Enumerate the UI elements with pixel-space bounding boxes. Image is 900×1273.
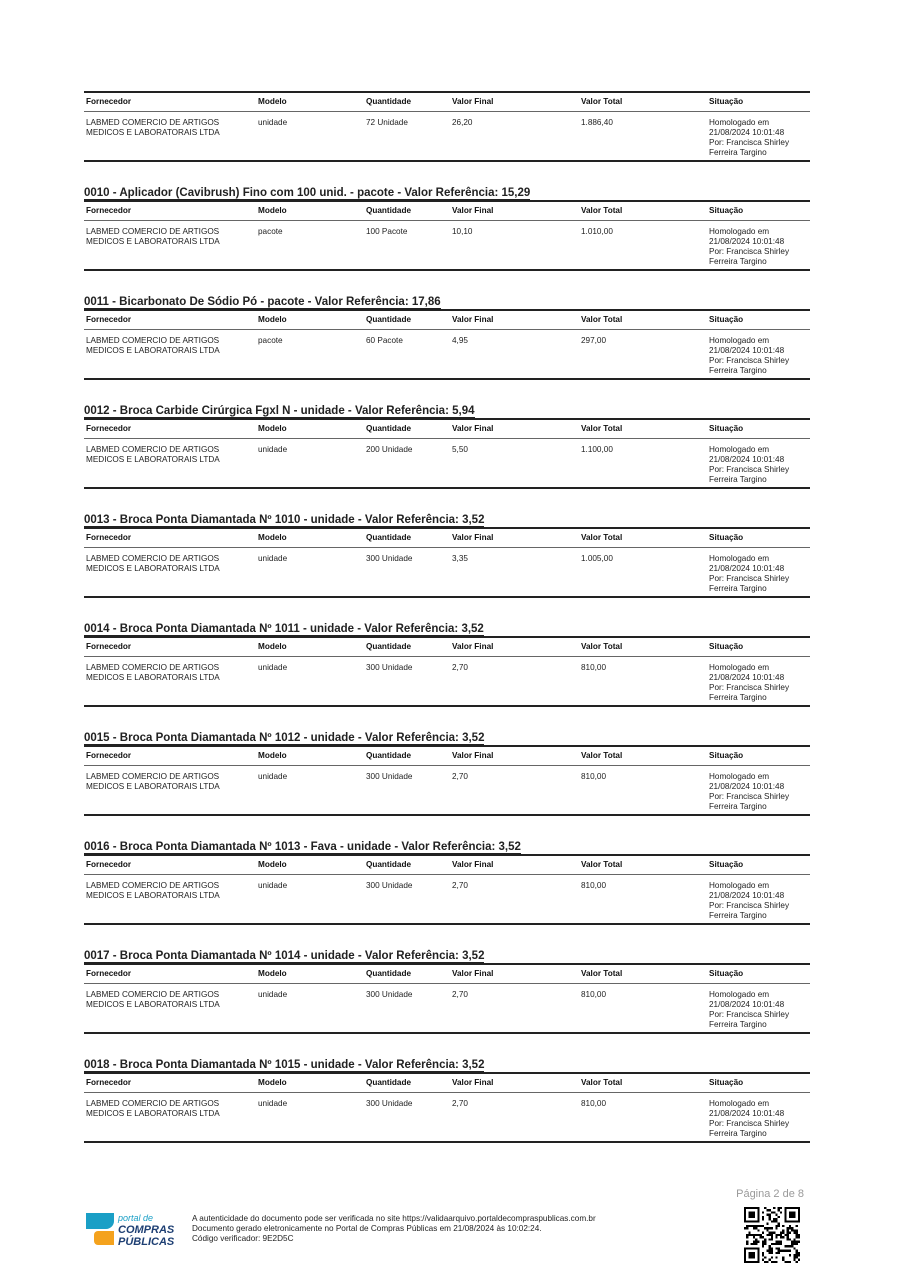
logo-text-line2: COMPRAS <box>118 1224 175 1236</box>
table-row <box>84 221 810 269</box>
item-block <box>84 707 810 816</box>
item-block <box>84 925 810 1034</box>
footer-text <box>192 1214 596 1244</box>
header-modelo: Modelo <box>258 206 287 215</box>
item-block <box>84 162 810 271</box>
cell-modelo: pacote <box>258 227 283 236</box>
situacao-line: Homologado em <box>709 227 770 236</box>
cell-fornecedor: LABMED COMERCIO DE ARTIGOS MEDICOS E LABORATORAIS LTDA <box>86 445 220 464</box>
item-title <box>84 840 810 854</box>
header-modelo: Modelo <box>258 97 287 106</box>
situacao-line: Homologado em <box>709 336 770 345</box>
situacao-line: Ferreira Targino <box>709 1129 767 1138</box>
situacao-line: 21/08/2024 10:01:48 <box>709 237 785 246</box>
cell-situacao <box>707 663 810 705</box>
header-quantidade: Quantidade <box>366 969 412 978</box>
footer-line: Código verificador: 9E2D5C <box>192 1234 294 1243</box>
cell-valor-total: 810,00 <box>581 1099 607 1108</box>
situacao-line: Por: Francisca Shirley <box>709 465 790 474</box>
page-number: Página 2 de 8 <box>736 1188 804 1200</box>
header-fornecedor: Fornecedor <box>86 206 132 215</box>
spacer <box>84 489 810 513</box>
footer-line: A autenticidade do documento pode ser verificada no site https://validaarquivo.portaldecompraspublicas.com.br <box>192 1214 596 1223</box>
situacao-line: 21/08/2024 10:01:48 <box>709 564 785 573</box>
table-bottom-line <box>84 1141 810 1143</box>
header-valor-total: Valor Total <box>581 642 623 651</box>
footer-line: Documento gerado eletronicamente no Portal de Compras Públicas em 21/08/2024 às 10:02:24. <box>192 1224 542 1233</box>
cell-valor-final: 4,95 <box>452 336 468 345</box>
cell-fornecedor: LABMED COMERCIO DE ARTIGOS MEDICOS E LABORATORAIS LTDA <box>86 772 220 791</box>
cell-situacao <box>707 227 810 269</box>
header-valor-final: Valor Final <box>452 315 494 324</box>
spacer <box>84 1034 810 1058</box>
cell-valor-total: 810,00 <box>581 663 607 672</box>
header-situacao: Situação <box>709 642 744 651</box>
spacer <box>84 271 810 295</box>
situacao-line: 21/08/2024 10:01:48 <box>709 455 785 464</box>
header-quantidade: Quantidade <box>366 751 412 760</box>
cell-quantidade: 60 Pacote <box>366 336 403 345</box>
table-row <box>84 1093 810 1141</box>
header-valor-total: Valor Total <box>581 533 623 542</box>
cell-valor-final: 2,70 <box>452 1099 468 1108</box>
situacao-line: Por: Francisca Shirley <box>709 792 790 801</box>
item-title-text: 0010 - Aplicador (Cavibrush) Fino com 100 unid. - pacote - Valor Referência: 15,29 <box>84 187 531 199</box>
table-header-row <box>84 529 810 548</box>
spacer <box>84 380 810 404</box>
item-title <box>84 404 810 418</box>
header-situacao: Situação <box>709 533 744 542</box>
header-quantidade: Quantidade <box>366 424 412 433</box>
header-valor-final: Valor Final <box>452 860 494 869</box>
cell-quantidade: 100 Pacote <box>366 227 408 236</box>
cell-modelo: unidade <box>258 445 288 454</box>
situacao-line: Ferreira Targino <box>709 257 767 266</box>
item-block <box>84 380 810 489</box>
cell-quantidade: 72 Unidade <box>366 118 408 127</box>
cell-valor-total: 1.010,00 <box>581 227 613 236</box>
situacao-line: Por: Francisca Shirley <box>709 683 790 692</box>
cell-fornecedor: LABMED COMERCIO DE ARTIGOS MEDICOS E LABORATORAIS LTDA <box>86 1099 220 1118</box>
situacao-line: Homologado em <box>709 1099 770 1108</box>
situacao-line: 21/08/2024 10:01:48 <box>709 782 785 791</box>
header-valor-total: Valor Total <box>581 860 623 869</box>
situacao-line: 21/08/2024 10:01:48 <box>709 128 785 137</box>
item-title-text: 0014 - Broca Ponta Diamantada Nº 1011 - unidade - Valor Referência: 3,52 <box>84 623 484 635</box>
header-fornecedor: Fornecedor <box>86 533 132 542</box>
cell-quantidade: 300 Unidade <box>366 990 413 999</box>
item-block <box>84 816 810 925</box>
table-header-row <box>84 747 810 766</box>
cell-valor-final: 5,50 <box>452 445 468 454</box>
table-row <box>84 112 810 160</box>
header-modelo: Modelo <box>258 642 287 651</box>
item-title <box>84 513 810 527</box>
item-title <box>84 186 810 200</box>
cell-quantidade: 300 Unidade <box>366 663 413 672</box>
situacao-line: Homologado em <box>709 118 770 127</box>
cell-valor-final: 10,10 <box>452 227 473 236</box>
header-modelo: Modelo <box>258 533 287 542</box>
logo-teal-shape <box>86 1213 114 1229</box>
situacao-line: Por: Francisca Shirley <box>709 247 790 256</box>
cell-modelo: unidade <box>258 118 288 127</box>
table-row <box>84 875 810 923</box>
cell-modelo: pacote <box>258 336 283 345</box>
item-title <box>84 731 810 745</box>
table-row <box>84 439 810 487</box>
header-valor-total: Valor Total <box>581 1078 623 1087</box>
header-situacao: Situação <box>709 969 744 978</box>
header-fornecedor: Fornecedor <box>86 969 132 978</box>
header-situacao: Situação <box>709 424 744 433</box>
situacao-line: Homologado em <box>709 990 770 999</box>
situacao-line: Ferreira Targino <box>709 693 767 702</box>
cell-valor-total: 810,00 <box>581 772 607 781</box>
header-quantidade: Quantidade <box>366 97 412 106</box>
header-valor-final: Valor Final <box>452 424 494 433</box>
cell-situacao <box>707 554 810 596</box>
header-situacao: Situação <box>709 860 744 869</box>
header-situacao: Situação <box>709 315 744 324</box>
situacao-line: 21/08/2024 10:01:48 <box>709 891 785 900</box>
header-valor-total: Valor Total <box>581 424 623 433</box>
situacao-line: Homologado em <box>709 445 770 454</box>
logo-orange-shape <box>94 1231 114 1245</box>
item-title-text: 0015 - Broca Ponta Diamantada Nº 1012 - unidade - Valor Referência: 3,52 <box>84 732 485 744</box>
situacao-line: Por: Francisca Shirley <box>709 138 790 147</box>
cell-situacao <box>707 118 810 160</box>
header-modelo: Modelo <box>258 1078 287 1087</box>
header-quantidade: Quantidade <box>366 315 412 324</box>
document-content <box>84 91 810 1143</box>
situacao-line: Homologado em <box>709 881 770 890</box>
item-block <box>84 598 810 707</box>
cell-valor-total: 810,00 <box>581 881 607 890</box>
header-modelo: Modelo <box>258 315 287 324</box>
cell-valor-final: 26,20 <box>452 118 473 127</box>
situacao-line: Ferreira Targino <box>709 148 767 157</box>
situacao-line: 21/08/2024 10:01:48 <box>709 673 785 682</box>
cell-situacao <box>707 445 810 487</box>
header-valor-total: Valor Total <box>581 97 623 106</box>
situacao-line: 21/08/2024 10:01:48 <box>709 1109 785 1118</box>
header-quantidade: Quantidade <box>366 206 412 215</box>
header-fornecedor: Fornecedor <box>86 1078 132 1087</box>
header-situacao: Situação <box>709 97 744 106</box>
logo-text-line3: PÚBLICAS <box>118 1236 175 1248</box>
cell-valor-final: 2,70 <box>452 772 468 781</box>
cell-fornecedor: LABMED COMERCIO DE ARTIGOS MEDICOS E LABORATORAIS LTDA <box>86 663 220 682</box>
spacer <box>84 816 810 840</box>
item-list <box>84 162 810 1143</box>
cell-situacao <box>707 1099 810 1141</box>
cell-modelo: unidade <box>258 663 288 672</box>
table-header-row <box>84 311 810 330</box>
header-valor-total: Valor Total <box>581 969 623 978</box>
header-modelo: Modelo <box>258 751 287 760</box>
qr-code-icon <box>744 1207 800 1263</box>
spacer <box>84 598 810 622</box>
item-title <box>84 1058 810 1072</box>
header-modelo: Modelo <box>258 860 287 869</box>
cell-valor-final: 2,70 <box>452 990 468 999</box>
item-title <box>84 295 810 309</box>
header-valor-final: Valor Final <box>452 751 494 760</box>
item-block <box>84 489 810 598</box>
cell-modelo: unidade <box>258 990 288 999</box>
table-row <box>84 657 810 705</box>
table-header-row <box>84 202 810 221</box>
situacao-line: Por: Francisca Shirley <box>709 574 790 583</box>
header-valor-final: Valor Final <box>452 969 494 978</box>
header-quantidade: Quantidade <box>366 642 412 651</box>
cell-quantidade: 300 Unidade <box>366 772 413 781</box>
situacao-line: Homologado em <box>709 663 770 672</box>
header-fornecedor: Fornecedor <box>86 97 132 106</box>
cell-modelo: unidade <box>258 881 288 890</box>
situacao-line: Ferreira Targino <box>709 475 767 484</box>
item-title <box>84 949 810 963</box>
cell-valor-total: 297,00 <box>581 336 607 345</box>
logo-text-line1: portal de <box>118 1213 154 1223</box>
cell-fornecedor: LABMED COMERCIO DE ARTIGOS MEDICOS E LABORATORAIS LTDA <box>86 118 220 137</box>
item-title <box>84 622 810 636</box>
cell-quantidade: 200 Unidade <box>366 445 413 454</box>
table-header-row <box>84 93 810 112</box>
table-row <box>84 984 810 1032</box>
header-modelo: Modelo <box>258 969 287 978</box>
table-row <box>84 766 810 814</box>
portal-compras-publicas-logo <box>84 1209 188 1249</box>
situacao-line: 21/08/2024 10:01:48 <box>709 1000 785 1009</box>
header-valor-final: Valor Final <box>452 533 494 542</box>
header-fornecedor: Fornecedor <box>86 860 132 869</box>
item-block <box>84 271 810 380</box>
situacao-line: Ferreira Targino <box>709 911 767 920</box>
item-title-text: 0018 - Broca Ponta Diamantada Nº 1015 - unidade - Valor Referência: 3,52 <box>84 1059 485 1071</box>
situacao-line: Por: Francisca Shirley <box>709 1119 790 1128</box>
header-quantidade: Quantidade <box>366 1078 412 1087</box>
table-header-row <box>84 420 810 439</box>
header-situacao: Situação <box>709 1078 744 1087</box>
header-fornecedor: Fornecedor <box>86 642 132 651</box>
cell-valor-final: 2,70 <box>452 881 468 890</box>
header-modelo: Modelo <box>258 424 287 433</box>
header-valor-final: Valor Final <box>452 97 494 106</box>
cell-fornecedor: LABMED COMERCIO DE ARTIGOS MEDICOS E LABORATORAIS LTDA <box>86 227 220 246</box>
situacao-line: Por: Francisca Shirley <box>709 356 790 365</box>
spacer <box>84 707 810 731</box>
cell-quantidade: 300 Unidade <box>366 881 413 890</box>
situacao-line: Ferreira Targino <box>709 802 767 811</box>
header-situacao: Situação <box>709 206 744 215</box>
table-header-row <box>84 638 810 657</box>
situacao-line: Homologado em <box>709 772 770 781</box>
situacao-line: Por: Francisca Shirley <box>709 901 790 910</box>
cell-valor-total: 1.005,00 <box>581 554 613 563</box>
table-header-row <box>84 965 810 984</box>
table-row <box>84 330 810 378</box>
table-row <box>84 548 810 596</box>
header-valor-final: Valor Final <box>452 642 494 651</box>
header-fornecedor: Fornecedor <box>86 751 132 760</box>
cell-fornecedor: LABMED COMERCIO DE ARTIGOS MEDICOS E LABORATORAIS LTDA <box>86 990 220 1009</box>
table-header-row <box>84 856 810 875</box>
header-fornecedor: Fornecedor <box>86 315 132 324</box>
item-title-text: 0016 - Broca Ponta Diamantada Nº 1013 - Fava - unidade - Valor Referência: 3,52 <box>84 841 521 853</box>
item-title-text: 0013 - Broca Ponta Diamantada Nº 1010 - unidade - Valor Referência: 3,52 <box>84 514 485 526</box>
cell-situacao <box>707 881 810 923</box>
cell-quantidade: 300 Unidade <box>366 554 413 563</box>
header-fornecedor: Fornecedor <box>86 424 132 433</box>
cell-situacao <box>707 336 810 378</box>
header-quantidade: Quantidade <box>366 860 412 869</box>
item-title-text: 0012 - Broca Carbide Cirúrgica Fgxl N - unidade - Valor Referência: 5,94 <box>84 405 475 417</box>
spacer <box>84 162 810 186</box>
cell-situacao <box>707 990 810 1032</box>
header-valor-total: Valor Total <box>581 751 623 760</box>
cell-modelo: unidade <box>258 554 288 563</box>
cell-modelo: unidade <box>258 772 288 781</box>
cell-fornecedor: LABMED COMERCIO DE ARTIGOS MEDICOS E LABORATORAIS LTDA <box>86 336 220 355</box>
header-quantidade: Quantidade <box>366 533 412 542</box>
header-valor-final: Valor Final <box>452 206 494 215</box>
header-valor-total: Valor Total <box>581 315 623 324</box>
situacao-line: Ferreira Targino <box>709 366 767 375</box>
header-valor-final: Valor Final <box>452 1078 494 1087</box>
header-situacao: Situação <box>709 751 744 760</box>
situacao-line: 21/08/2024 10:01:48 <box>709 346 785 355</box>
cell-valor-final: 3,35 <box>452 554 468 563</box>
cell-modelo: unidade <box>258 1099 288 1108</box>
item-block <box>84 1034 810 1143</box>
situacao-line: Por: Francisca Shirley <box>709 1010 790 1019</box>
cell-valor-total: 810,00 <box>581 990 607 999</box>
cell-valor-final: 2,70 <box>452 663 468 672</box>
cell-situacao <box>707 772 810 814</box>
item-title-text: 0011 - Bicarbonato De Sódio Pó - pacote - Valor Referência: 17,86 <box>84 296 441 308</box>
situacao-line: Ferreira Targino <box>709 584 767 593</box>
spacer <box>84 925 810 949</box>
table-header-row <box>84 1074 810 1093</box>
situacao-line: Ferreira Targino <box>709 1020 767 1029</box>
cell-valor-total: 1.100,00 <box>581 445 613 454</box>
cell-fornecedor: LABMED COMERCIO DE ARTIGOS MEDICOS E LABORATORAIS LTDA <box>86 881 220 900</box>
header-valor-total: Valor Total <box>581 206 623 215</box>
cell-fornecedor: LABMED COMERCIO DE ARTIGOS MEDICOS E LABORATORAIS LTDA <box>86 554 220 573</box>
cell-valor-total: 1.886,40 <box>581 118 613 127</box>
item-title-text: 0017 - Broca Ponta Diamantada Nº 1014 - unidade - Valor Referência: 3,52 <box>84 950 485 962</box>
cell-quantidade: 300 Unidade <box>366 1099 413 1108</box>
situacao-line: Homologado em <box>709 554 770 563</box>
